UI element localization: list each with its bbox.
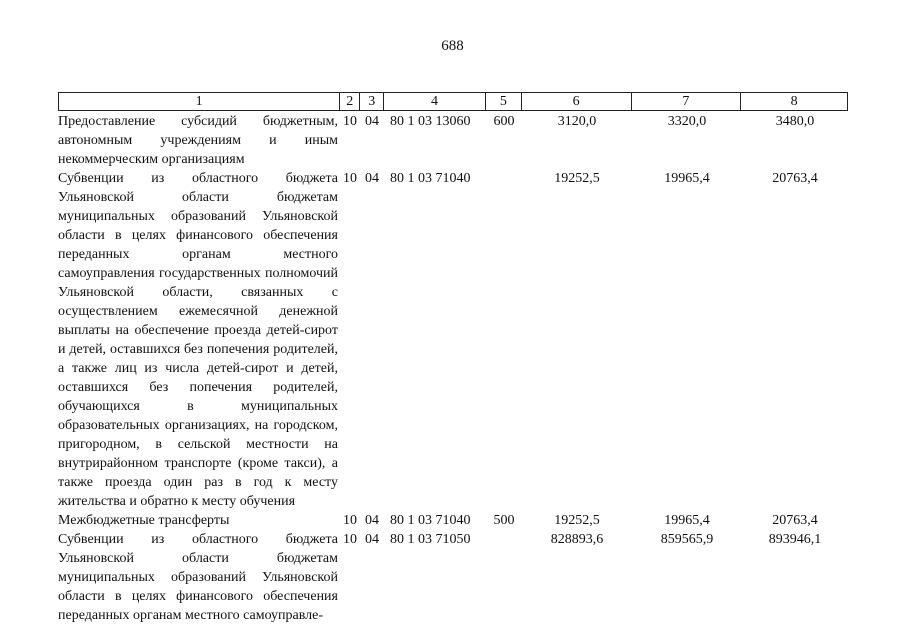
row-value-col6: 828893,6 [550,532,604,547]
row-value-col8: 3480,0 [775,114,815,129]
row-section: 10 [343,532,357,547]
row-value-col6: 3120,0 [557,114,597,129]
row-section: 10 [343,171,357,186]
row-value-col7: 19965,4 [664,513,710,528]
row-expense-type: 600 [493,114,515,129]
row-value-col7: 19965,4 [664,171,710,186]
row-value-col6: 19252,5 [554,513,600,528]
row-subsection: 04 [365,513,379,528]
row-expense-type [486,169,522,511]
header-col-4: 4 [384,93,486,110]
row-section: 10 [343,114,357,129]
row-section: 10 [343,513,357,528]
row-name: Субвенции из областного бюджета Ульяновской области бюджетам муниципальных образований Ульяновской области в целях финансового обеспечения переданных органам местного самоуправления государственных полномочий Ульяновской области, связанных с осуществлением ежемесячной денежной выплаты на обеспечение проезда детей-сирот и детей, оставшихся без попечения родителей, а также лиц из числа детей-сирот и детей, оставшихся без попечения родителей, обучающихся в муниципальных образовательных организациях, на городском, пригородном, в сельской местности на внутрирайонном транспорте (кроме такси), а также проезда один раз в год к месту жительства и обратно к месту обучения [58,171,338,509]
page-number: 688 [441,38,464,54]
row-value-col7: 3320,0 [667,114,707,129]
row-expense-type: 500 [493,513,515,528]
row-subsection: 04 [365,171,379,186]
header-col-2: 2 [340,93,360,110]
row-target-code: 80 1 03 13060 [390,114,471,129]
row-target-code: 80 1 03 71050 [390,532,471,547]
row-subsection: 04 [365,114,379,129]
table-row [58,511,848,530]
table-row [58,169,848,511]
row-value-col6: 19252,5 [554,171,600,186]
row-name: Межбюджетные трансферты [58,513,230,528]
row-target-code: 80 1 03 71040 [390,171,471,186]
row-name: Предоставление субсидий бюджетным, автономным учреждениям и иным некоммерческим организациям [58,114,338,167]
header-col-8: 8 [790,94,798,109]
header-col-6: 6 [522,93,632,110]
table-body [58,112,848,625]
row-value-col7: 859565,9 [660,532,714,547]
row-name: Субвенции из областного бюджета Ульяновской области бюджетам муниципальных образований Ульяновской области в целях финансового обеспечения переданных органам местного самоуправле- [58,532,338,623]
row-value-col8: 20763,4 [772,171,818,186]
table-row [58,112,848,169]
table-row [58,530,848,625]
header-col-5: 5 [486,93,522,110]
row-subsection: 04 [365,532,379,547]
header-col-3: 3 [360,93,384,110]
row-expense-type [486,530,522,625]
header-col-1: 1 [59,93,340,110]
row-value-col8: 20763,4 [772,513,818,528]
header-col-7: 7 [632,93,742,110]
row-value-col8: 893946,1 [768,532,822,547]
table-header [58,92,848,111]
row-target-code: 80 1 03 71040 [390,513,471,528]
